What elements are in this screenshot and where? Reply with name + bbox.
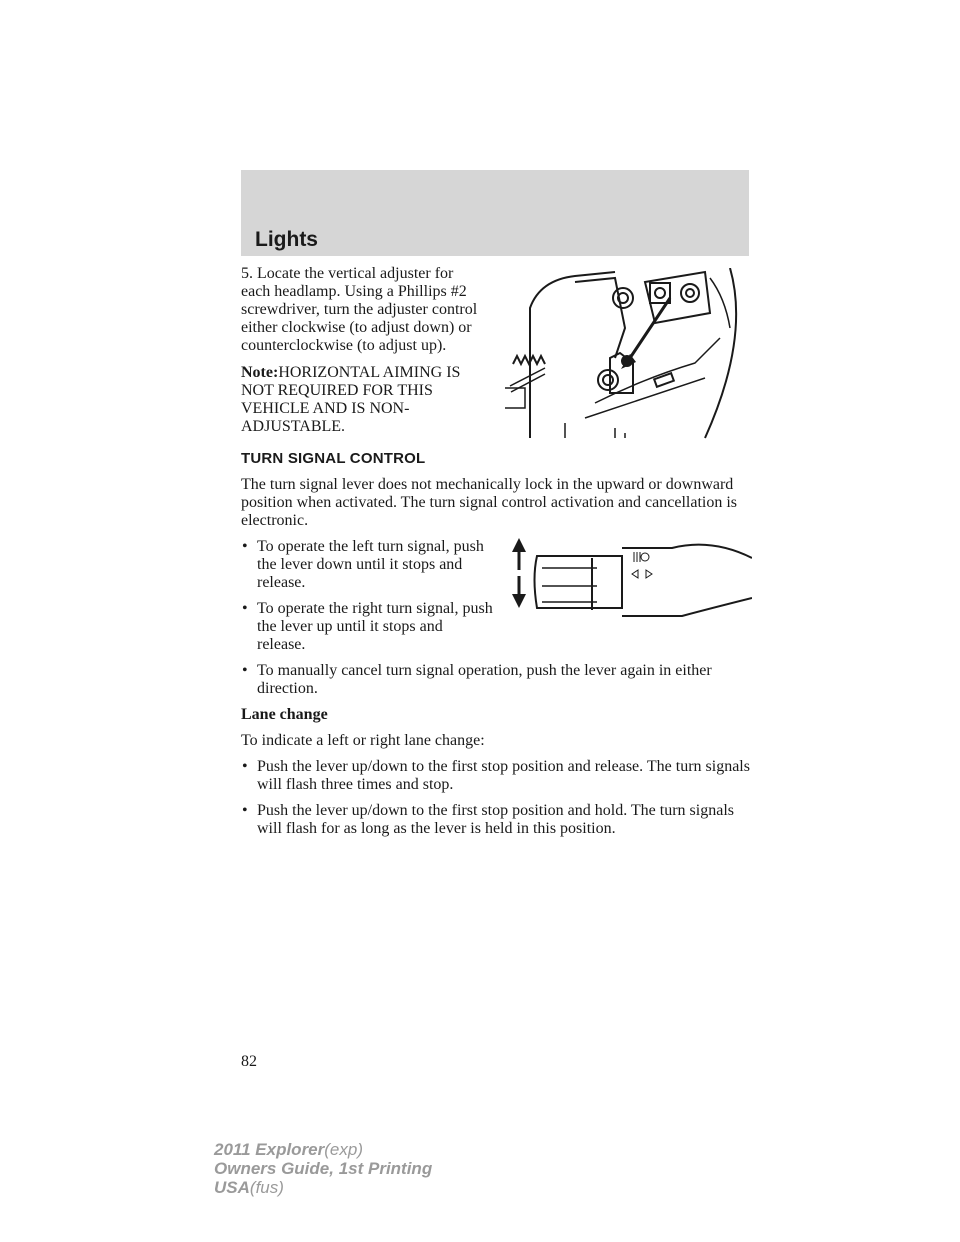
list-item bbox=[241, 600, 495, 654]
footer-line-3 bbox=[214, 1178, 432, 1197]
turn-signal-heading: TURN SIGNAL CONTROL bbox=[241, 450, 426, 467]
step-5-text: 5. Locate the vertical adjuster for each headlamp. Using a Phillips #2 screwdriver, turn the adjuster control either clockwise (to adjust down) or counterclockwise (to adjust up). bbox=[241, 265, 478, 354]
note-text: HORIZONTAL AIMING IS NOT REQUIRED FOR THIS VEHICLE AND IS NON-ADJUSTABLE. bbox=[241, 364, 461, 435]
list-item-text: Push the lever up/down to the first stop position and release. The turn signals will flash three times and stop. bbox=[257, 758, 750, 793]
page-content bbox=[241, 265, 751, 846]
footer-model: 2011 Explorer bbox=[214, 1140, 325, 1159]
document-footer bbox=[214, 1140, 432, 1197]
lane-change-heading: Lane change bbox=[241, 706, 328, 723]
footer-market: USA bbox=[214, 1178, 250, 1197]
list-item bbox=[241, 802, 751, 838]
list-item-text: To operate the left turn signal, push the lever down until it stops and release. bbox=[257, 538, 484, 591]
lane-change-list bbox=[241, 758, 751, 838]
list-item-text: Push the lever up/down to the first stop position and hold. The turn signals will flash for as long as the lever is held in this position. bbox=[257, 802, 734, 837]
footer-line-2: Owners Guide, 1st Printing bbox=[214, 1159, 433, 1178]
list-item-text: To manually cancel turn signal operation, push the lever again in either direction. bbox=[257, 662, 712, 697]
bullet: • bbox=[242, 802, 248, 819]
bullet: • bbox=[242, 758, 248, 775]
note bbox=[241, 364, 481, 436]
bullet: • bbox=[242, 662, 248, 679]
list-item-text: To operate the right turn signal, push the lever up until it stops and release. bbox=[257, 600, 493, 653]
lane-change-intro: To indicate a left or right lane change: bbox=[241, 732, 485, 749]
footer-model-code: (exp) bbox=[324, 1140, 363, 1159]
turn-signal-list bbox=[241, 538, 751, 698]
footer-market-code: (fus) bbox=[249, 1178, 284, 1197]
section-title: Lights bbox=[255, 228, 318, 251]
note-label: Note: bbox=[241, 364, 279, 381]
list-item bbox=[241, 758, 751, 794]
bullet: • bbox=[242, 600, 248, 617]
bullet: • bbox=[242, 538, 248, 555]
footer-line-1 bbox=[214, 1140, 432, 1159]
list-item bbox=[241, 662, 751, 698]
section-header bbox=[241, 170, 749, 256]
turn-signal-intro: The turn signal lever does not mechanically lock in the upward or downward position when activated. The turn signal control activation and cancellation is electronic. bbox=[241, 476, 738, 529]
list-item bbox=[241, 538, 495, 592]
page-number: 82 bbox=[241, 1053, 257, 1070]
